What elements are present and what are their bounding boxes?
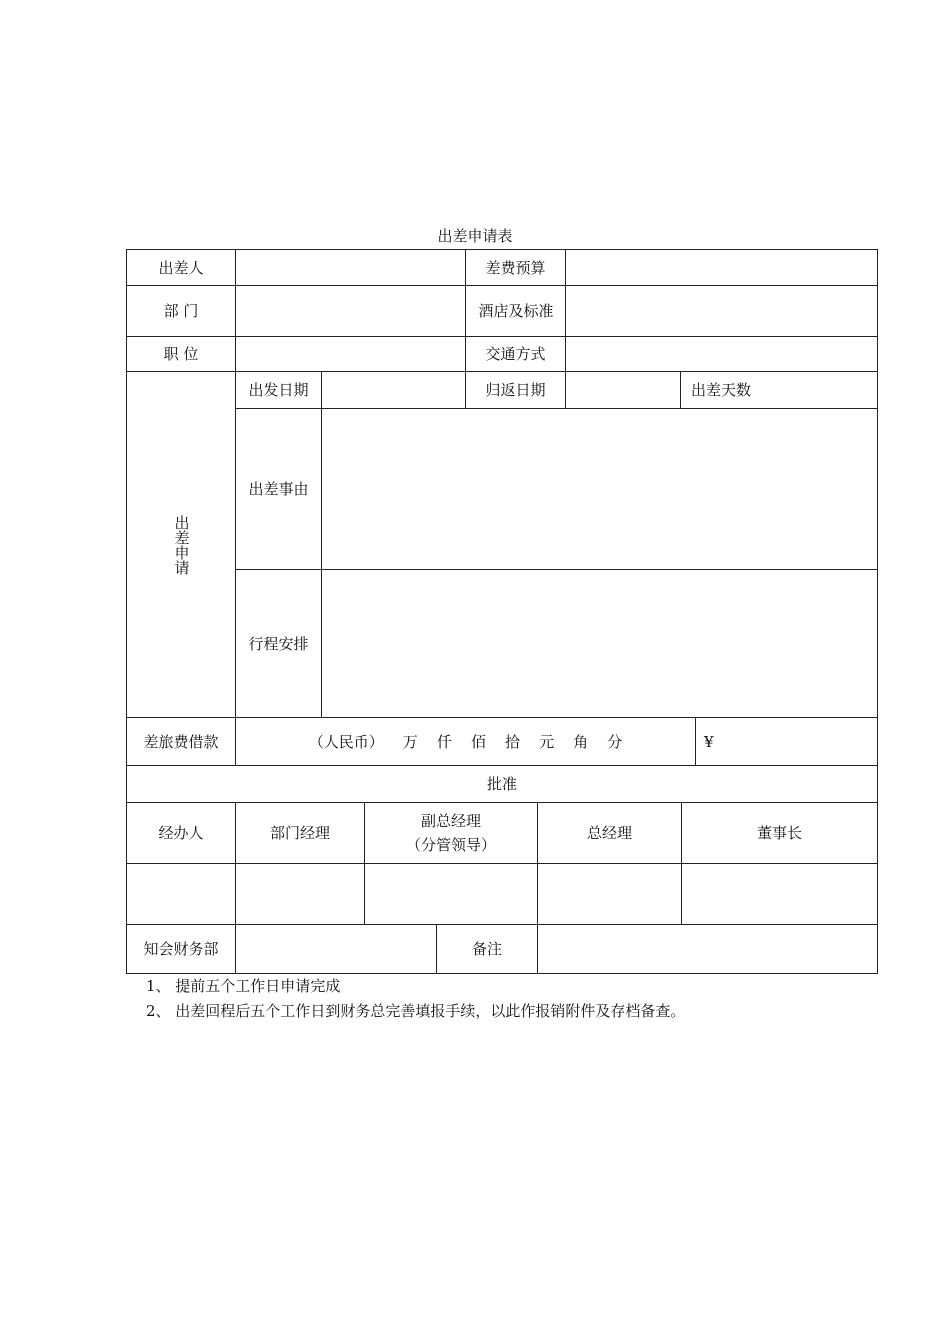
table-border-right	[877, 249, 878, 974]
travel-days-label-text: 出差天数	[691, 381, 752, 399]
label-purpose: 出差事由	[248, 480, 309, 498]
label-chairman: 董事长	[756, 824, 802, 842]
traveler-field[interactable]	[236, 250, 465, 285]
label-deputy-gm	[365, 803, 537, 863]
label-transport: 交通方式	[485, 345, 546, 363]
position-field[interactable]	[236, 337, 465, 371]
dept-manager-signature[interactable]	[236, 864, 364, 924]
label-loan: 差旅费借款	[143, 732, 219, 751]
note-2: 2、 出差回程后五个工作日到财务总完善填报手续，以此作报销附件及存档备查。	[146, 1002, 686, 1020]
label-finance-notice: 知会财务部	[143, 940, 219, 958]
chairman-signature[interactable]	[682, 864, 877, 924]
departure-date-field[interactable]	[322, 372, 465, 408]
loan-currency-cell[interactable]	[696, 718, 877, 765]
label-department: 部 门	[163, 302, 199, 320]
handler-signature[interactable]	[127, 864, 235, 924]
transport-field[interactable]	[566, 337, 877, 371]
label-remarks: 备注	[471, 940, 502, 958]
budget-field[interactable]	[566, 250, 877, 285]
approval-header: 批准	[486, 775, 517, 793]
loan-amount-template[interactable]: （人民币） 万 仟 佰 拾 元 角 分	[308, 732, 623, 751]
label-position: 职 位	[163, 345, 199, 363]
label-gm: 总经理	[586, 824, 632, 842]
note-1: 1、 提前五个工作日申请完成	[146, 977, 341, 995]
deputy-gm-line2: （分管领导）	[405, 836, 496, 854]
label-return-date: 归返日期	[485, 381, 546, 399]
label-budget: 差费预算	[485, 258, 546, 277]
label-departure-date: 出发日期	[248, 381, 309, 399]
finance-notice-field[interactable]	[236, 925, 436, 973]
label-dept-manager: 部门经理	[269, 824, 330, 842]
label-travel-days	[681, 372, 877, 408]
deputy-gm-line1: 副总经理	[420, 812, 481, 830]
hotel-standard-field[interactable]	[566, 286, 877, 336]
remarks-field[interactable]	[538, 925, 877, 973]
section-application-text: 出差申请	[172, 514, 191, 575]
currency-symbol: ¥	[704, 732, 714, 751]
return-date-field[interactable]	[566, 372, 680, 408]
department-field[interactable]	[236, 286, 465, 336]
itinerary-field[interactable]	[322, 570, 877, 717]
table-border-bottom	[126, 973, 878, 974]
purpose-field[interactable]	[322, 409, 877, 569]
deputy-gm-signature[interactable]	[365, 864, 537, 924]
form-title: 出差申请表	[437, 227, 513, 245]
label-section-application	[127, 372, 235, 717]
label-hotel-standard: 酒店及标准	[478, 302, 554, 320]
gm-signature[interactable]	[538, 864, 681, 924]
label-traveler: 出差人	[158, 258, 204, 277]
label-handler: 经办人	[158, 824, 204, 842]
label-itinerary: 行程安排	[248, 634, 309, 653]
